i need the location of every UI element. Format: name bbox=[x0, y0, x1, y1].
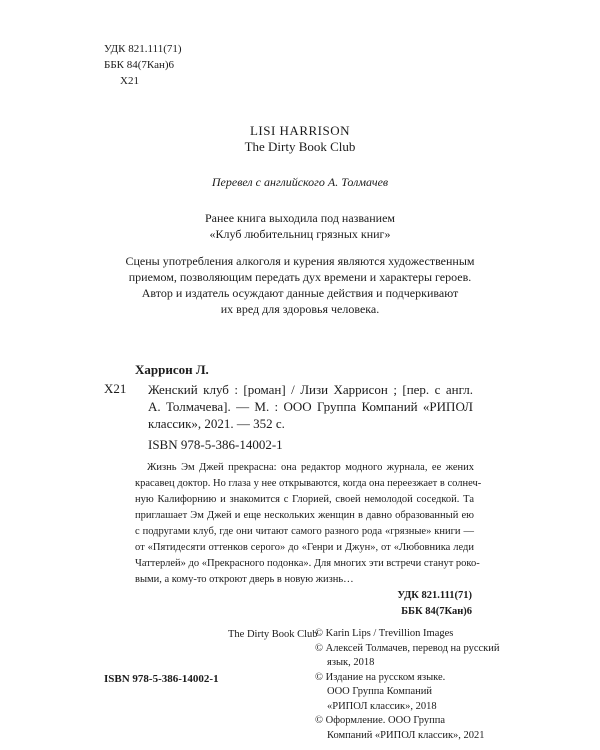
annotation-line: Жизнь Эм Джей прекрасна: она редактор модного журнала, ее жених bbox=[147, 462, 474, 473]
copyright-line: «РИПОЛ классик», 2018 bbox=[327, 700, 437, 712]
copyright-symbol: © bbox=[315, 628, 323, 639]
annotation-line: ную Калифорнию и знакомится с Глорией, своей немолодой соседкой. Та bbox=[135, 494, 474, 505]
disclaimer-line: их вред для здоровья человека. bbox=[220, 302, 380, 316]
copyright-block bbox=[315, 627, 499, 743]
catalog-code: Х21 bbox=[104, 381, 127, 396]
catalog-entry-line: А. Толмачева]. — М. : ООО Группа Компаний «РИПОЛ bbox=[148, 399, 473, 414]
annotation-line: выми, а кому-то откроют дверь в новую жизнь… bbox=[135, 574, 354, 585]
annotation-line: красавец доктор. Но глаза у нее открываются, когда она переезжает в солнеч- bbox=[135, 478, 482, 489]
catalog-isbn: ISBN 978-5-386-14002-1 bbox=[148, 437, 283, 452]
copyright-line: язык, 2018 bbox=[327, 657, 375, 668]
original-author: LISI HARRISON bbox=[249, 123, 351, 138]
annotation-bbk: ББК 84(7Кан)6 bbox=[401, 606, 472, 617]
bottom-isbn: ISBN 978-5-386-14002-1 bbox=[104, 673, 219, 685]
annotation-line: с подругами клуб, где они читают самого разного рода «грязные» книги — bbox=[135, 526, 474, 537]
copyright-line: © Издание на русском языке. bbox=[315, 671, 446, 683]
previous-title-note bbox=[0, 210, 600, 242]
copyright-line: Компаний «РИПОЛ классик», 2021 bbox=[327, 729, 485, 741]
copyright-title-label: The Dirty Book Club bbox=[228, 629, 318, 640]
copyright-line: © Оформление. ООО Группа bbox=[315, 715, 446, 726]
translator-note: Перевел с английского А. Толмачев bbox=[211, 175, 389, 189]
annotation-line: от «Пятидесяти оттенков серого» до «Генри и Джун», от «Любовника леди bbox=[135, 542, 474, 553]
copyright-symbol: © bbox=[315, 715, 323, 726]
previous-title-line: Ранее книга выходила под названием bbox=[204, 211, 396, 225]
disclaimer-line: приемом, позволяющим передать дух времени и характеры героев. bbox=[128, 270, 472, 284]
annotation-line: Чаттерлей» до «Прекрасного подонка». Для многих эти встречи станут роко- bbox=[135, 558, 480, 569]
bbk-code: ББК 84(7Кан)6 bbox=[104, 59, 175, 71]
udk-code: УДК 821.111(71) bbox=[104, 43, 182, 55]
udk-header-block bbox=[104, 41, 182, 89]
previous-title-line: «Клуб любительниц грязных книг» bbox=[209, 227, 391, 241]
disclaimer-line: Автор и издатель осуждают данные действия и подчеркивают bbox=[141, 286, 459, 300]
copyright-symbol: © bbox=[315, 671, 323, 683]
copyright-line: ООО Группа Компаний bbox=[327, 686, 432, 697]
catalog-author-heading: Харрисон Л. bbox=[135, 362, 209, 377]
catalog-entry-line: классик», 2021. — 352 с. bbox=[148, 416, 285, 431]
annotation bbox=[135, 460, 482, 588]
annotation-udk: УДК 821.111(71) bbox=[397, 590, 472, 601]
alcohol-smoking-disclaimer bbox=[0, 253, 600, 317]
copyright-line: © Karin Lips / Trevillion Images bbox=[315, 628, 454, 639]
copyright-symbol: © bbox=[315, 642, 323, 654]
original-title: The Dirty Book Club bbox=[244, 139, 356, 154]
catalog-entry-line: Женский клуб : [роман] / Лизи Харрисон ; [пер. с англ. bbox=[148, 382, 473, 397]
author-mark-code: Х21 bbox=[120, 75, 139, 87]
annotation-line: приглашает Эм Джей и еще нескольких женщин в давно образованный ею bbox=[135, 510, 474, 521]
annotation-codes bbox=[330, 588, 472, 620]
copyright-line: © Алексей Толмачев, перевод на русский bbox=[315, 642, 500, 654]
catalog-entry bbox=[148, 381, 473, 432]
disclaimer-line: Сцены употребления алкоголя и курения являются художественным bbox=[125, 254, 475, 268]
